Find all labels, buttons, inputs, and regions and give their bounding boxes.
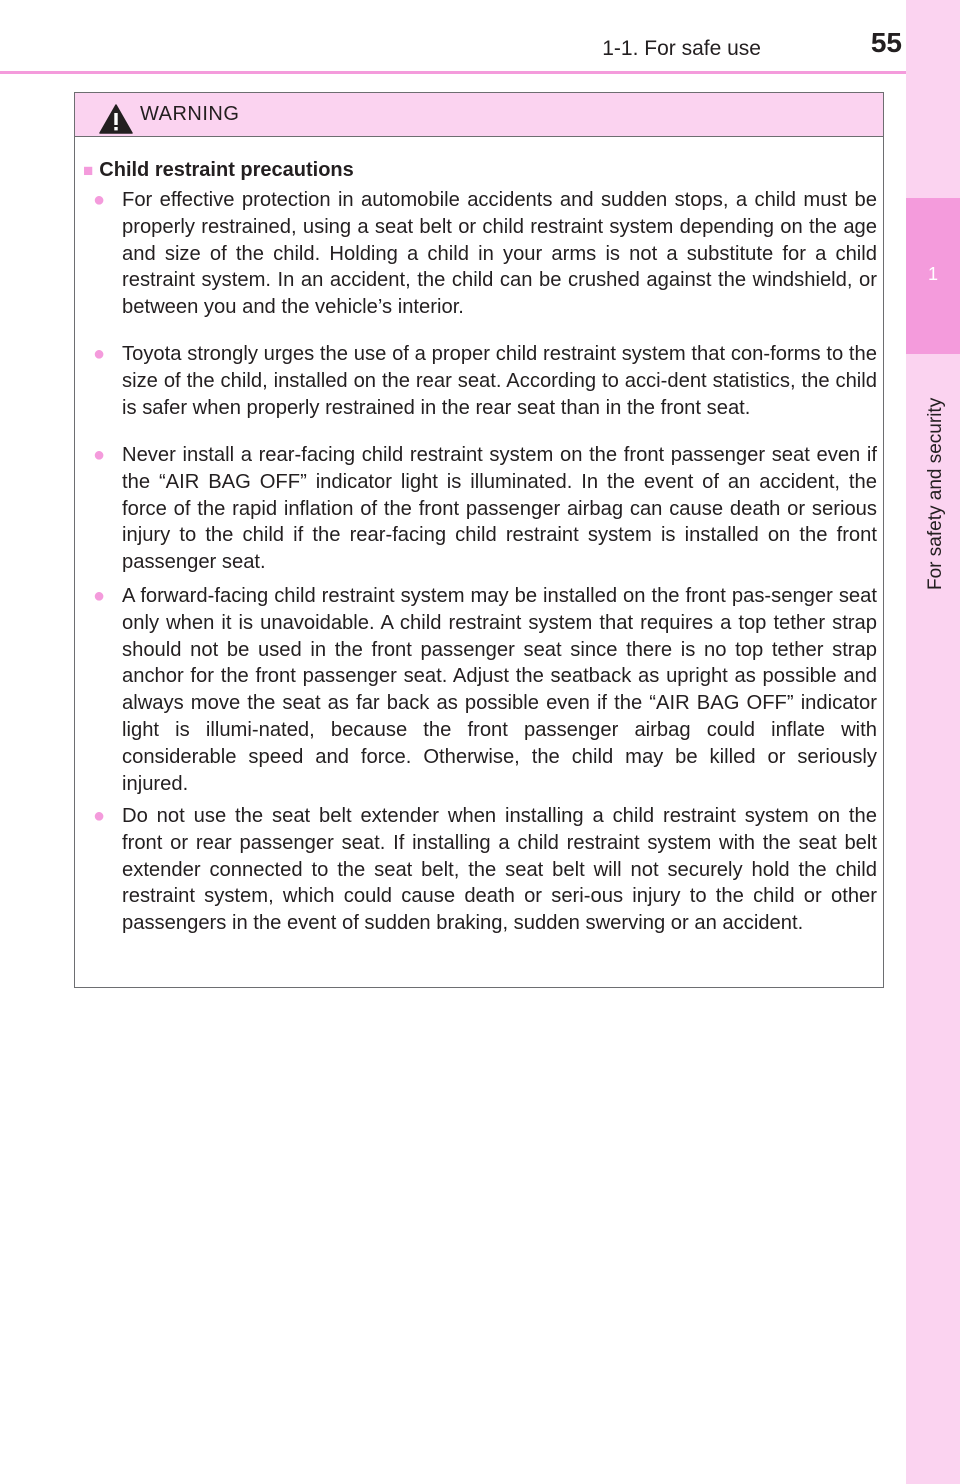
- circle-bullet-icon: ●: [93, 585, 106, 607]
- warning-box: [74, 92, 884, 988]
- list-item: [93, 583, 877, 797]
- circle-bullet-icon: ●: [93, 343, 106, 365]
- header-divider: [0, 71, 906, 74]
- warning-header: [75, 93, 883, 137]
- circle-bullet-icon: ●: [93, 189, 106, 211]
- square-bullet-icon: ■: [83, 161, 94, 180]
- list-item-text: Do not use the seat belt extender when installing a child restraint system on the front or rear passenger seat. If installing a child restraint system with the seat belt extender connected to the seat belt, the seat belt will not securely hold the child restraint system, which could cause death or seri-ous injury to the child or other passengers in the event of sudden braking, sudden swerving or an accident.: [122, 805, 877, 935]
- list-item-text: A forward-facing child restraint system may be installed on the front pas-senger seat only when it is unavoidable. A child restraint system that requires a top tether strap should not be used in the front passenger seat since there is no top tether strap anchor for the front passenger seat. Adjust the seatback as upright as possible and always move the seat as far back as possible even if the “AIR BAG OFF” indicator light is illumi-nated, because the front passenger airbag could inflate with considerable speed and force. Otherwise, the child may be killed or seriously injured.: [122, 585, 877, 795]
- warning-triangle-icon: [99, 104, 133, 134]
- list-item: [93, 803, 877, 937]
- list-item: [93, 187, 877, 321]
- circle-bullet-icon: ●: [93, 444, 106, 466]
- list-item-text: Never install a rear-facing child restraint system on the front passenger seat even if the “AIR BAG OFF” indicator light is illuminated. In the event of an accident, the force of the rapid inflation of the front passenger airbag can cause death or serious injury to the child if the rear-facing child restraint system is installed on the front passenger seat.: [122, 444, 877, 574]
- chapter-title: For safety and security: [925, 397, 946, 590]
- section-title-text: Child restraint precautions: [99, 159, 354, 181]
- section-title: [83, 159, 354, 182]
- warning-label: WARNING: [140, 103, 240, 125]
- circle-bullet-icon: ●: [93, 805, 106, 827]
- header-section-title: 1-1. For safe use: [602, 37, 761, 60]
- list-item: [93, 341, 877, 421]
- chapter-number: 1: [927, 264, 938, 284]
- list-item: [93, 442, 877, 576]
- list-item-text: Toyota strongly urges the use of a proper child restraint system that con-forms to the size of the child, installed on the rear seat. According to acci-dent statistics, the child is safer when properly restrained in the rear seat than in the front seat.: [122, 343, 877, 419]
- list-item-text: For effective protection in automobile accidents and sudden stops, a child must be properly restrained, using a seat belt or child restraint system depending on the age and size of the child. Holding a child in your arms is not a substitute for a child restraint system. In an accident, the child can be crushed against the windshield, or between you and the vehicle’s interior.: [122, 189, 877, 319]
- page-number: 55: [870, 27, 902, 58]
